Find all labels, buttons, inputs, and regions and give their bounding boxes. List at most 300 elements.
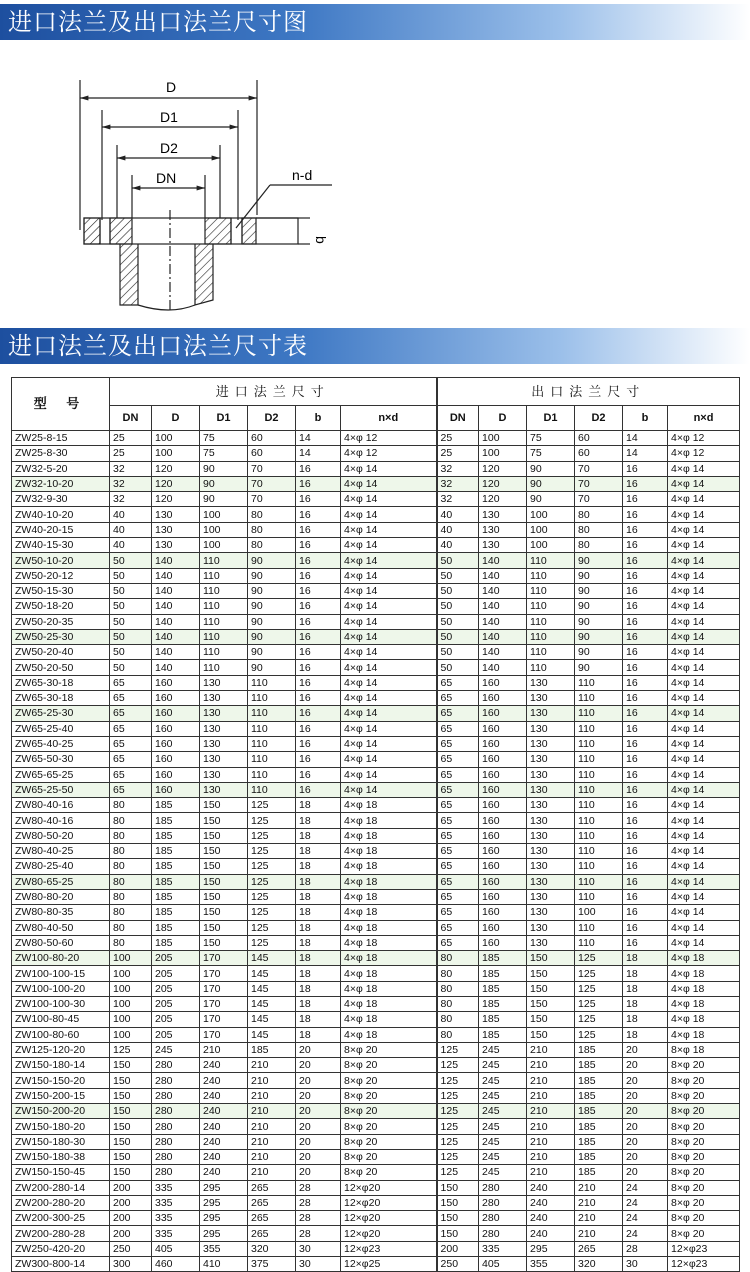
flange-dimension-diagram [70,60,350,320]
table-cell: 32 [437,461,479,476]
table-cell: 185 [575,1058,623,1073]
table-cell: 16 [296,568,341,583]
table-cell: 65 [437,920,479,935]
col-header: n×d [341,406,437,431]
table-cell: 205 [152,996,200,1011]
model-cell: ZW80-40-16 [12,798,110,813]
table-cell: 185 [575,1149,623,1164]
table-cell: 140 [479,614,527,629]
table-cell: 295 [200,1211,248,1226]
table-cell: 16 [623,522,668,537]
table-cell: 4×φ 14 [341,492,437,507]
table-cell: 90 [248,660,296,675]
flange-dimension-table [11,377,740,1272]
table-cell: 150 [437,1211,479,1226]
table-row [12,752,740,767]
table-cell: 16 [623,721,668,736]
table-cell: 150 [437,1195,479,1210]
table-cell: 145 [248,1027,296,1042]
model-cell: ZW100-100-20 [12,981,110,996]
table-cell: 245 [479,1088,527,1103]
table-cell: 50 [437,660,479,675]
col-header: b [296,406,341,431]
table-cell: 4×φ 14 [341,599,437,614]
diagram-label-D2: D2 [160,140,178,156]
table-cell: 4×φ 14 [668,461,740,476]
table-cell: 65 [110,691,152,706]
model-cell: ZW150-180-38 [12,1149,110,1164]
table-cell: 110 [527,614,575,629]
table-cell: 205 [152,981,200,996]
model-cell: ZW200-280-28 [12,1226,110,1241]
table-cell: 50 [437,629,479,644]
table-section-title: 进口法兰及出口法兰尺寸表 [8,332,308,360]
table-cell: 40 [437,507,479,522]
table-cell: 125 [437,1058,479,1073]
table-cell: 90 [527,492,575,507]
table-cell: 460 [152,1257,200,1272]
model-cell: ZW65-25-40 [12,721,110,736]
model-cell: ZW50-20-50 [12,660,110,675]
table-cell: 150 [110,1134,152,1149]
table-cell: 80 [437,966,479,981]
table-cell: 130 [527,920,575,935]
model-cell: ZW100-80-60 [12,1027,110,1042]
model-cell: ZW80-80-35 [12,905,110,920]
table-cell: 75 [200,431,248,446]
table-cell: 18 [296,859,341,874]
table-cell: 4×φ 14 [668,553,740,568]
model-cell: ZW50-25-30 [12,629,110,644]
table-cell: 8×φ 20 [341,1134,437,1149]
table-cell: 130 [479,507,527,522]
table-cell: 130 [527,691,575,706]
table-cell: 140 [152,599,200,614]
table-cell: 150 [527,966,575,981]
table-cell: 16 [296,461,341,476]
table-cell: 160 [479,721,527,736]
table-cell: 25 [437,431,479,446]
table-cell: 130 [527,798,575,813]
table-cell: 16 [296,492,341,507]
table-cell: 40 [437,522,479,537]
diagram-label-D: D [166,79,177,95]
table-cell: 20 [296,1058,341,1073]
table-cell: 4×φ 14 [668,583,740,598]
table-cell: 120 [479,492,527,507]
table-cell: 140 [479,629,527,644]
model-cell: ZW50-20-40 [12,645,110,660]
table-cell: 210 [527,1149,575,1164]
table-cell: 160 [479,828,527,843]
table-cell: 16 [296,599,341,614]
col-header: D1 [527,406,575,431]
table-cell: 110 [248,752,296,767]
table-cell: 8×φ 20 [668,1073,740,1088]
table-cell: 40 [110,538,152,553]
table-cell: 18 [296,920,341,935]
table-cell: 110 [527,568,575,583]
table-row [12,905,740,920]
table-cell: 8×φ 20 [341,1165,437,1180]
table-cell: 65 [437,935,479,950]
table-cell: 150 [200,859,248,874]
table-cell: 20 [623,1134,668,1149]
table-cell: 60 [575,446,623,461]
table-cell: 80 [248,538,296,553]
table-cell: 100 [200,538,248,553]
table-cell: 8×φ 20 [668,1226,740,1241]
table-cell: 130 [200,767,248,782]
table-row [12,583,740,598]
table-cell: 4×φ 14 [668,798,740,813]
table-cell: 8×φ 20 [341,1104,437,1119]
table-cell: 20 [296,1119,341,1134]
table-cell: 4×φ 14 [341,752,437,767]
table-cell: 4×φ 18 [668,1027,740,1042]
model-cell: ZW200-280-14 [12,1180,110,1195]
table-cell: 4×φ 14 [341,691,437,706]
table-cell: 335 [152,1211,200,1226]
table-cell: 140 [479,599,527,614]
table-cell: 4×φ 18 [341,981,437,996]
table-cell: 280 [152,1058,200,1073]
table-cell: 125 [248,920,296,935]
table-cell: 110 [200,568,248,583]
model-cell: ZW200-280-20 [12,1195,110,1210]
table-cell: 4×φ 14 [341,629,437,644]
table-cell: 160 [479,844,527,859]
outlet-flange-header: 出口法兰尺寸 [437,378,740,406]
table-cell: 16 [623,660,668,675]
model-cell: ZW80-65-25 [12,874,110,889]
table-cell: 130 [527,828,575,843]
table-row [12,492,740,507]
table-cell: 50 [110,583,152,598]
table-cell: 28 [296,1195,341,1210]
table-cell: 20 [296,1073,341,1088]
table-cell: 80 [248,522,296,537]
table-cell: 110 [575,920,623,935]
table-cell: 24 [623,1211,668,1226]
table-cell: 8×φ 20 [341,1042,437,1057]
table-cell: 18 [296,966,341,981]
table-cell: 245 [479,1165,527,1180]
table-cell: 205 [152,1027,200,1042]
table-row [12,721,740,736]
table-cell: 125 [575,981,623,996]
col-header: D2 [575,406,623,431]
table-cell: 240 [200,1165,248,1180]
table-cell: 245 [152,1042,200,1057]
table-cell: 160 [479,675,527,690]
table-cell: 32 [110,476,152,491]
table-cell: 150 [527,1012,575,1027]
table-cell: 8×φ 20 [668,1088,740,1103]
table-cell: 185 [575,1042,623,1057]
table-cell: 100 [110,1027,152,1042]
table-cell: 125 [437,1119,479,1134]
table-cell: 125 [248,905,296,920]
table-cell: 28 [296,1226,341,1241]
table-cell: 16 [623,583,668,598]
table-cell: 130 [200,752,248,767]
table-cell: 125 [248,935,296,950]
table-cell: 160 [479,935,527,950]
table-cell: 130 [527,874,575,889]
table-cell: 110 [575,859,623,874]
table-row [12,1134,740,1149]
table-cell: 18 [296,813,341,828]
table-cell: 4×φ 12 [668,446,740,461]
table-row [12,1149,740,1164]
table-cell: 265 [575,1241,623,1256]
table-cell: 70 [248,476,296,491]
table-cell: 70 [575,476,623,491]
table-cell: 265 [248,1211,296,1226]
table-cell: 120 [479,476,527,491]
table-cell: 170 [200,966,248,981]
table-cell: 4×φ 18 [341,951,437,966]
table-cell: 130 [200,675,248,690]
table-cell: 185 [575,1073,623,1088]
table-cell: 250 [110,1241,152,1256]
table-cell: 16 [623,645,668,660]
table-cell: 110 [200,599,248,614]
table-cell: 4×φ 14 [341,553,437,568]
table-cell: 130 [200,721,248,736]
table-cell: 4×φ 14 [668,706,740,721]
table-cell: 210 [527,1119,575,1134]
model-cell: ZW150-180-20 [12,1119,110,1134]
table-cell: 110 [575,706,623,721]
table-row [12,1241,740,1256]
table-cell: 65 [437,889,479,904]
table-cell: 75 [200,446,248,461]
table-cell: 80 [437,996,479,1011]
model-cell: ZW32-10-20 [12,476,110,491]
table-cell: 65 [437,905,479,920]
table-row [12,1180,740,1195]
table-cell: 280 [479,1195,527,1210]
table-cell: 60 [248,446,296,461]
table-cell: 80 [575,507,623,522]
table-cell: 32 [437,492,479,507]
table-cell: 100 [200,522,248,537]
table-cell: 50 [437,645,479,660]
table-cell: 160 [152,767,200,782]
table-cell: 28 [296,1180,341,1195]
table-cell: 4×φ 14 [668,507,740,522]
table-cell: 4×φ 18 [341,798,437,813]
table-row [12,1226,740,1241]
table-cell: 4×φ 14 [668,721,740,736]
table-cell: 110 [200,629,248,644]
table-cell: 210 [575,1180,623,1195]
table-cell: 200 [110,1226,152,1241]
table-cell: 50 [110,645,152,660]
table-cell: 18 [296,1027,341,1042]
model-cell: ZW150-150-20 [12,1073,110,1088]
table-cell: 50 [110,553,152,568]
table-cell: 160 [152,675,200,690]
table-cell: 185 [479,1027,527,1042]
table-cell: 100 [479,446,527,461]
model-cell: ZW250-420-20 [12,1241,110,1256]
table-cell: 240 [200,1088,248,1103]
table-cell: 110 [200,553,248,568]
table-cell: 80 [110,844,152,859]
table-cell: 4×φ 14 [341,645,437,660]
table-row [12,1211,740,1226]
table-cell: 125 [437,1042,479,1057]
table-cell: 4×φ 14 [668,905,740,920]
table-cell: 320 [575,1257,623,1272]
table-row [12,691,740,706]
table-row [12,507,740,522]
table-cell: 110 [527,660,575,675]
table-cell: 170 [200,981,248,996]
table-cell: 90 [248,583,296,598]
model-cell: ZW65-65-25 [12,767,110,782]
table-cell: 65 [437,874,479,889]
table-cell: 16 [623,614,668,629]
table-cell: 4×φ 18 [341,966,437,981]
table-cell: 210 [248,1058,296,1073]
table-cell: 150 [110,1149,152,1164]
table-cell: 16 [296,721,341,736]
table-cell: 16 [623,629,668,644]
table-row [12,1027,740,1042]
table-cell: 100 [152,431,200,446]
table-cell: 16 [296,476,341,491]
table-cell: 110 [527,553,575,568]
col-header: D1 [200,406,248,431]
table-cell: 185 [479,951,527,966]
table-row [12,645,740,660]
table-cell: 110 [575,874,623,889]
table-cell: 150 [527,1027,575,1042]
table-cell: 160 [152,752,200,767]
table-cell: 280 [152,1149,200,1164]
table-row [12,782,740,797]
table-cell: 145 [248,966,296,981]
table-cell: 32 [110,492,152,507]
table-cell: 18 [623,1012,668,1027]
table-cell: 20 [623,1119,668,1134]
table-cell: 4×φ 12 [341,431,437,446]
table-cell: 295 [200,1195,248,1210]
diagram-label-b: b [313,236,329,244]
table-cell: 110 [527,583,575,598]
table-cell: 16 [296,782,341,797]
table-cell: 20 [623,1104,668,1119]
table-row [12,522,740,537]
table-cell: 320 [248,1241,296,1256]
table-cell: 50 [110,568,152,583]
table-row [12,614,740,629]
col-header: DN [110,406,152,431]
table-cell: 110 [248,675,296,690]
model-cell: ZW80-40-25 [12,844,110,859]
table-cell: 160 [479,905,527,920]
table-cell: 75 [527,431,575,446]
table-cell: 110 [200,583,248,598]
col-header: D [152,406,200,431]
table-row [12,736,740,751]
model-cell: ZW40-20-15 [12,522,110,537]
table-cell: 210 [248,1073,296,1088]
model-cell: ZW32-9-30 [12,492,110,507]
table-row [12,629,740,644]
table-cell: 140 [152,553,200,568]
table-cell: 160 [479,813,527,828]
table-cell: 90 [527,476,575,491]
table-cell: 28 [296,1211,341,1226]
table-cell: 185 [152,874,200,889]
table-cell: 185 [152,844,200,859]
table-cell: 80 [110,798,152,813]
table-cell: 110 [575,889,623,904]
table-cell: 205 [152,1012,200,1027]
table-cell: 16 [623,691,668,706]
table-cell: 335 [152,1180,200,1195]
table-cell: 4×φ 14 [341,568,437,583]
table-cell: 14 [623,446,668,461]
table-cell: 4×φ 18 [341,1012,437,1027]
table-cell: 140 [152,629,200,644]
table-row [12,767,740,782]
table-cell: 185 [479,1012,527,1027]
table-cell: 4×φ 14 [341,706,437,721]
table-cell: 150 [200,828,248,843]
table-cell: 12×φ23 [668,1257,740,1272]
table-cell: 125 [575,951,623,966]
table-cell: 335 [479,1241,527,1256]
table-cell: 355 [200,1241,248,1256]
table-cell: 110 [575,691,623,706]
model-cell: ZW50-18-20 [12,599,110,614]
table-cell: 130 [527,721,575,736]
table-cell: 18 [623,996,668,1011]
table-cell: 4×φ 18 [341,813,437,828]
table-row [12,706,740,721]
table-cell: 65 [437,706,479,721]
table-cell: 40 [437,538,479,553]
model-cell: ZW65-50-30 [12,752,110,767]
table-cell: 140 [479,583,527,598]
table-cell: 80 [575,538,623,553]
table-cell: 20 [296,1134,341,1149]
table-cell: 150 [200,844,248,859]
table-cell: 120 [152,461,200,476]
table-cell: 130 [527,813,575,828]
table-cell: 295 [527,1241,575,1256]
table-cell: 18 [623,951,668,966]
table-cell: 70 [248,461,296,476]
table-cell: 185 [248,1042,296,1057]
table-cell: 16 [623,935,668,950]
table-cell: 265 [248,1180,296,1195]
table-cell: 16 [623,905,668,920]
table-cell: 240 [527,1195,575,1210]
table-cell: 185 [479,996,527,1011]
table-cell: 20 [623,1165,668,1180]
table-cell: 170 [200,996,248,1011]
table-cell: 8×φ 20 [341,1058,437,1073]
table-cell: 140 [152,614,200,629]
table-cell: 4×φ 14 [668,920,740,935]
